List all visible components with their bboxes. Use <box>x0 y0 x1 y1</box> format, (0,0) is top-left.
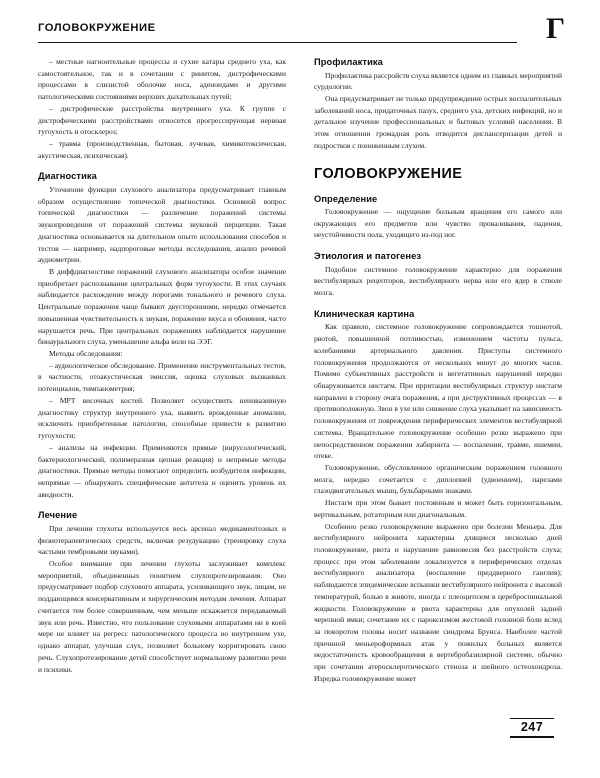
bullet-item: – травма (производственная, бытовая, лучевая, химикотоксическая, акустическая, психическая). <box>38 139 286 160</box>
heading-prophylaxis: Профилактика <box>314 57 383 67</box>
paragraph: Как правило, системное головокружение сопровождается тошнотой, рвотой, повышенной потливостью, изменением частоты пульса, колебаниями артериального давления. Приступы системного головокружения продолжаются от нескольких минут до многих часов. Помимо субъективных расстройств и вегетативных нарушений нередко обнаруживается нистагм. При ирритации вестибулярных структур нистагм направлен в сторону очага поражения, а при деструктивных процессах — в противоположную. Звон в ухе или снижение слуха указывает на зависимость головокружения от повреждения периферических элементов вестибулярной системы. Вращательное головокружение особенно резко выражено при непосредственном поражении лабиринта — воспалении, травме, ишемии, отеке. <box>314 322 562 461</box>
folio-rule-bottom <box>510 736 554 737</box>
paragraph: Уточнение функции слухового анализатора предусматривает главным образом осуществление топической диагностики. Основной вопрос топической диагностики — различение поражений системы звукопроведения от поражений системы звуковой перцепции. Такая диагностика основывается на длительном опыте использования способов и тестов — например, надпороговые методы исследования, анализ речевой аудиометрии. <box>38 184 286 265</box>
heading-definition: Определение <box>314 193 378 204</box>
paragraph: Она предусматривает не только предупреждение острых воспалительных заболеваний носа, придаточных пазух, среднего уха, детских инфекций, но и детальное изучение профессиональных и бытовых условий населения. В этом отношении громадная роль отводится диспансеризации детей и подростков с пониженным слухом. <box>314 93 562 150</box>
right-column <box>314 56 562 716</box>
article-title: ГОЛОВОКРУЖЕНИЕ <box>314 165 463 182</box>
paragraph: В диффдиагностике поражений слухового анализатора особое значение приобретает распознавание центральных форм тугоухости. В этих случаях наблюдается расхождение между порогами тонального и речевого слуха. Центральные поражения чаще бывают двусторонними, нередко отмечается повышенная чувствительность к звукам, поражение вкуса и обоняния, часто нарушается речь. При центральных поражениях наблюдается нарушение бинаурального слуха, уменьшение альфа волн на ЭЭГ. <box>38 267 286 347</box>
method-item: – аудиологическое обследование. Применение инструментальных тестов, в частности, отоакустическая эмиссия, оценка слуховых вызванных потенциалов, тимпанометрия; <box>38 360 286 394</box>
page-folio <box>503 718 561 738</box>
heading-treatment: Лечение <box>38 510 78 521</box>
header-rule <box>38 42 517 43</box>
paragraph: При лечении глухоты используется весь арсенал медикаментозных и физиотерапевтических средств, включая резудукацию (тренировку слуха частыми тембровыми звуками). <box>38 523 286 557</box>
running-head-title: ГОЛОВОКРУЖЕНИЕ <box>38 22 156 34</box>
page-number: 247 <box>520 720 544 735</box>
bullet-item: – дистрофические расстройства внутреннего уха. К группе с дистрофическими расстройствами относится прогрессирующая нервная тугоухость и отосклероз; <box>38 103 286 137</box>
paragraph: Профилактика рассройств слуха является одним из главных мероприятий сурдологии. <box>314 70 562 92</box>
heading-etiology: Этиология и патогенез <box>314 251 422 262</box>
heading-diagnostics: Диагностика <box>38 171 97 182</box>
method-item: – МРТ височных костей. Позволяет осуществить неинвазивную диагностику структур внутреннего уха, выявить врожденные аномалии, исключить приобретенные патологии, способные привести к развитию тугоухости; <box>38 395 286 441</box>
paragraph: Подобное системное головокружение характерно для поражения вестибулярных рецепторов, вестибулярного нерва или его ядер в стволе мозга. <box>314 264 562 298</box>
page-header <box>38 12 566 50</box>
body-columns <box>38 56 562 716</box>
paragraph: Особое внимание при лечении глухоты заслуживает комплекс мероприятий, объединенных понятием слухопротезирования. Оно предусматривает подбор слухового аппарата, усиливающего звук, лицам, не поддающимся консервативным и хирургическим методам лечения. Аппарат считается тем более совершенным, чем меньше искажается передаваемый звук или речь. Известно, что пользование слуховыми аппаратами ни в коей мере не влияет на регресс патологического процесса во внутреннем ухе, однако аппарат, улучшая слух, позволяет больному корригировать свою речь. Слухопротезирование детей способствует нормальному развитию речи и психики. <box>38 559 286 674</box>
paragraph: Головокружение — ощущение больным вращения его самого или окружающих его предметов или чувство проваливания, падения, неустойчивости пола, уходящего из-под ног. <box>314 207 562 240</box>
methods-lead-in: Методы обследования: <box>49 349 123 359</box>
bullet-item: – местные нагноительные процессы и сухие катары среднего уха, как самостоятельное, так и в сочетании с ринитом, дистрофическими процессами в слизистой оболочке носа, аденоидами и другими патологическими состояниями верхних дыхательных путей; <box>38 57 286 102</box>
method-item: – анализы на инфекции. Применяются прямые (вирусологический, бактериологический, полимеразная цепная реакция) и непрямые методы диагностики. Прямые методы помогают определить возбудителя инфекции, непрямые — обнаружить специфические антитела и оценить уровень их авидности. <box>38 442 286 499</box>
paragraph: Особенно резко головокружение выражено при болезни Меньера. Для вестибулярного нейронита характерны длящиеся несколько дней головокружение, рвота и нарушение равновесия без расстройств слуха; процесс при этом заболевании локализуется в периферических отделах вестибулярного анализатора (воспаление преддверного ганглия); наблюдаются эпидемические вспышки вестибулярного нейронита с высокой температурой, болью в животе, иногда с плеоцитозом в цереброспинальной жидкости. Головокружение и рвота характерны для опухолей задней черепной ямки; сочетание их с пароксизмом жестокой головной боли вслед за поворотом головы носит название синдрома Брунса. Наиболее частой причиной меньероформных атак у пожилых больных является недостаточность кровообращения в вертебробазилярной системе, обычно при сочетании атеросклеротического стеноза и шейного остеохондроза. Изредка головокружение может <box>314 521 562 683</box>
paragraph: Нистагм при этом бывает постоянным и может быть горизонтальным, вертикальным, ротаторным или диагональным. <box>314 498 562 519</box>
left-column <box>38 56 286 716</box>
paragraph: Головокружение, обусловленное органическим поражением головного мозга, нередко сочетается с диплопией (удвоением), парезами глазодвигательных мышц, бульбарными знаками. <box>314 462 562 496</box>
heading-clinical-picture: Клиническая картина <box>314 308 415 319</box>
alphabet-tab-letter: Г <box>546 12 566 45</box>
